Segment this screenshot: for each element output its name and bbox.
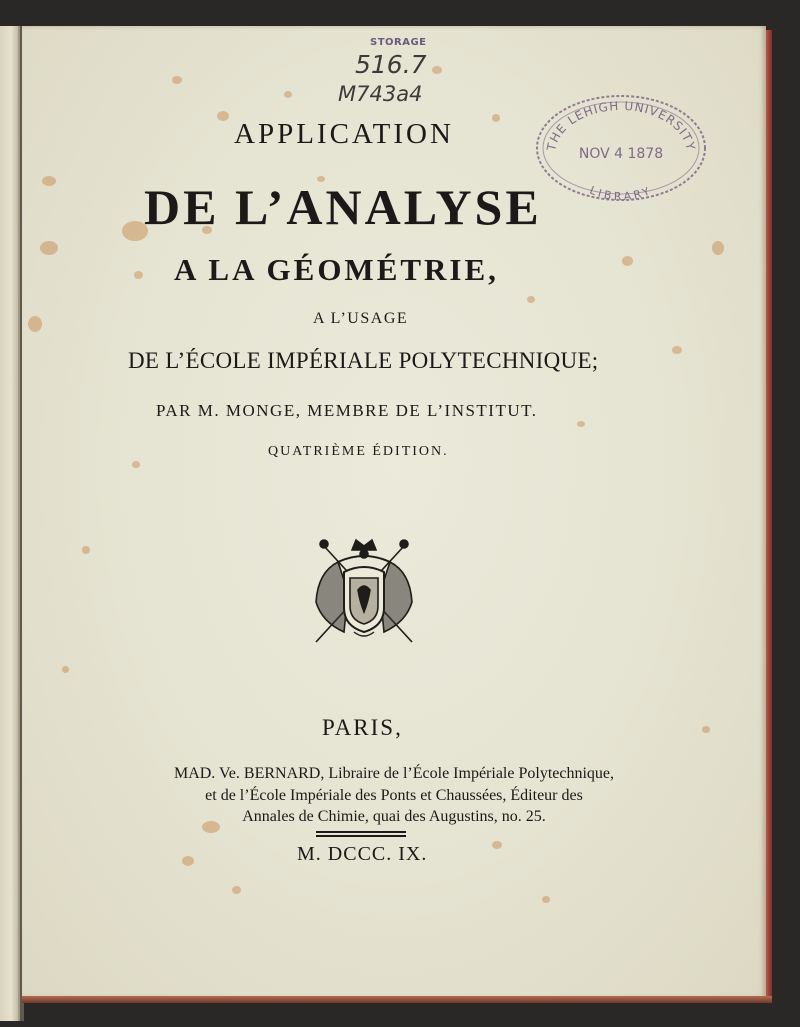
edition-line: QUATRIÈME ÉDITION.: [268, 444, 449, 459]
imperial-arms-emblem: [308, 532, 420, 644]
title-line-application: APPLICATION: [234, 118, 454, 150]
stamp-date: NOV 4 1878: [578, 146, 664, 162]
stamp-institution: THE LEHIGH UNIVERSITY: [544, 98, 698, 153]
svg-text:THE LEHIGH UNIVERSITY: [544, 99, 698, 153]
imprint-line-1: MAD. Ve. BERNARD, Libraire de l’École Impériale Polytechnique,: [173, 765, 615, 782]
cutter-number: M743a4: [338, 82, 423, 106]
facing-page-edge: [0, 26, 20, 1021]
double-rule-top: [316, 831, 406, 833]
call-number: 516.7: [355, 50, 427, 79]
svg-text:LIBRARY: [588, 184, 655, 203]
title-line-geometrie: A LA GÉOMÉTRIE,: [174, 252, 499, 287]
page-bottom-edge: [22, 996, 772, 1003]
double-rule-bottom: [316, 835, 406, 837]
library-stamp: [533, 92, 709, 204]
imprint-year: M. DCCC. IX.: [297, 843, 428, 865]
author-line: PAR M. MONGE, MEMBRE DE L’INSTITUT.: [156, 401, 538, 420]
title-line-ecole: DE L’ÉCOLE IMPÉRIALE POLYTECHNIQUE;: [128, 348, 599, 373]
imprint-city: PARIS,: [322, 715, 403, 740]
title-line-analyse: DE L’ANALYSE: [144, 179, 542, 235]
page-fore-edge: [766, 30, 772, 1000]
title-line-usage: A L’USAGE: [313, 310, 409, 327]
stamp-library: LIBRARY: [587, 183, 655, 204]
imprint-line-2: et de l’École Impériale des Ponts et Chaussées, Éditeur des: [205, 787, 583, 804]
imprint-line-3: Annales de Chimie, quai des Augustins, no. 25.: [242, 808, 546, 825]
storage-stamp: STORAGE: [370, 37, 427, 48]
